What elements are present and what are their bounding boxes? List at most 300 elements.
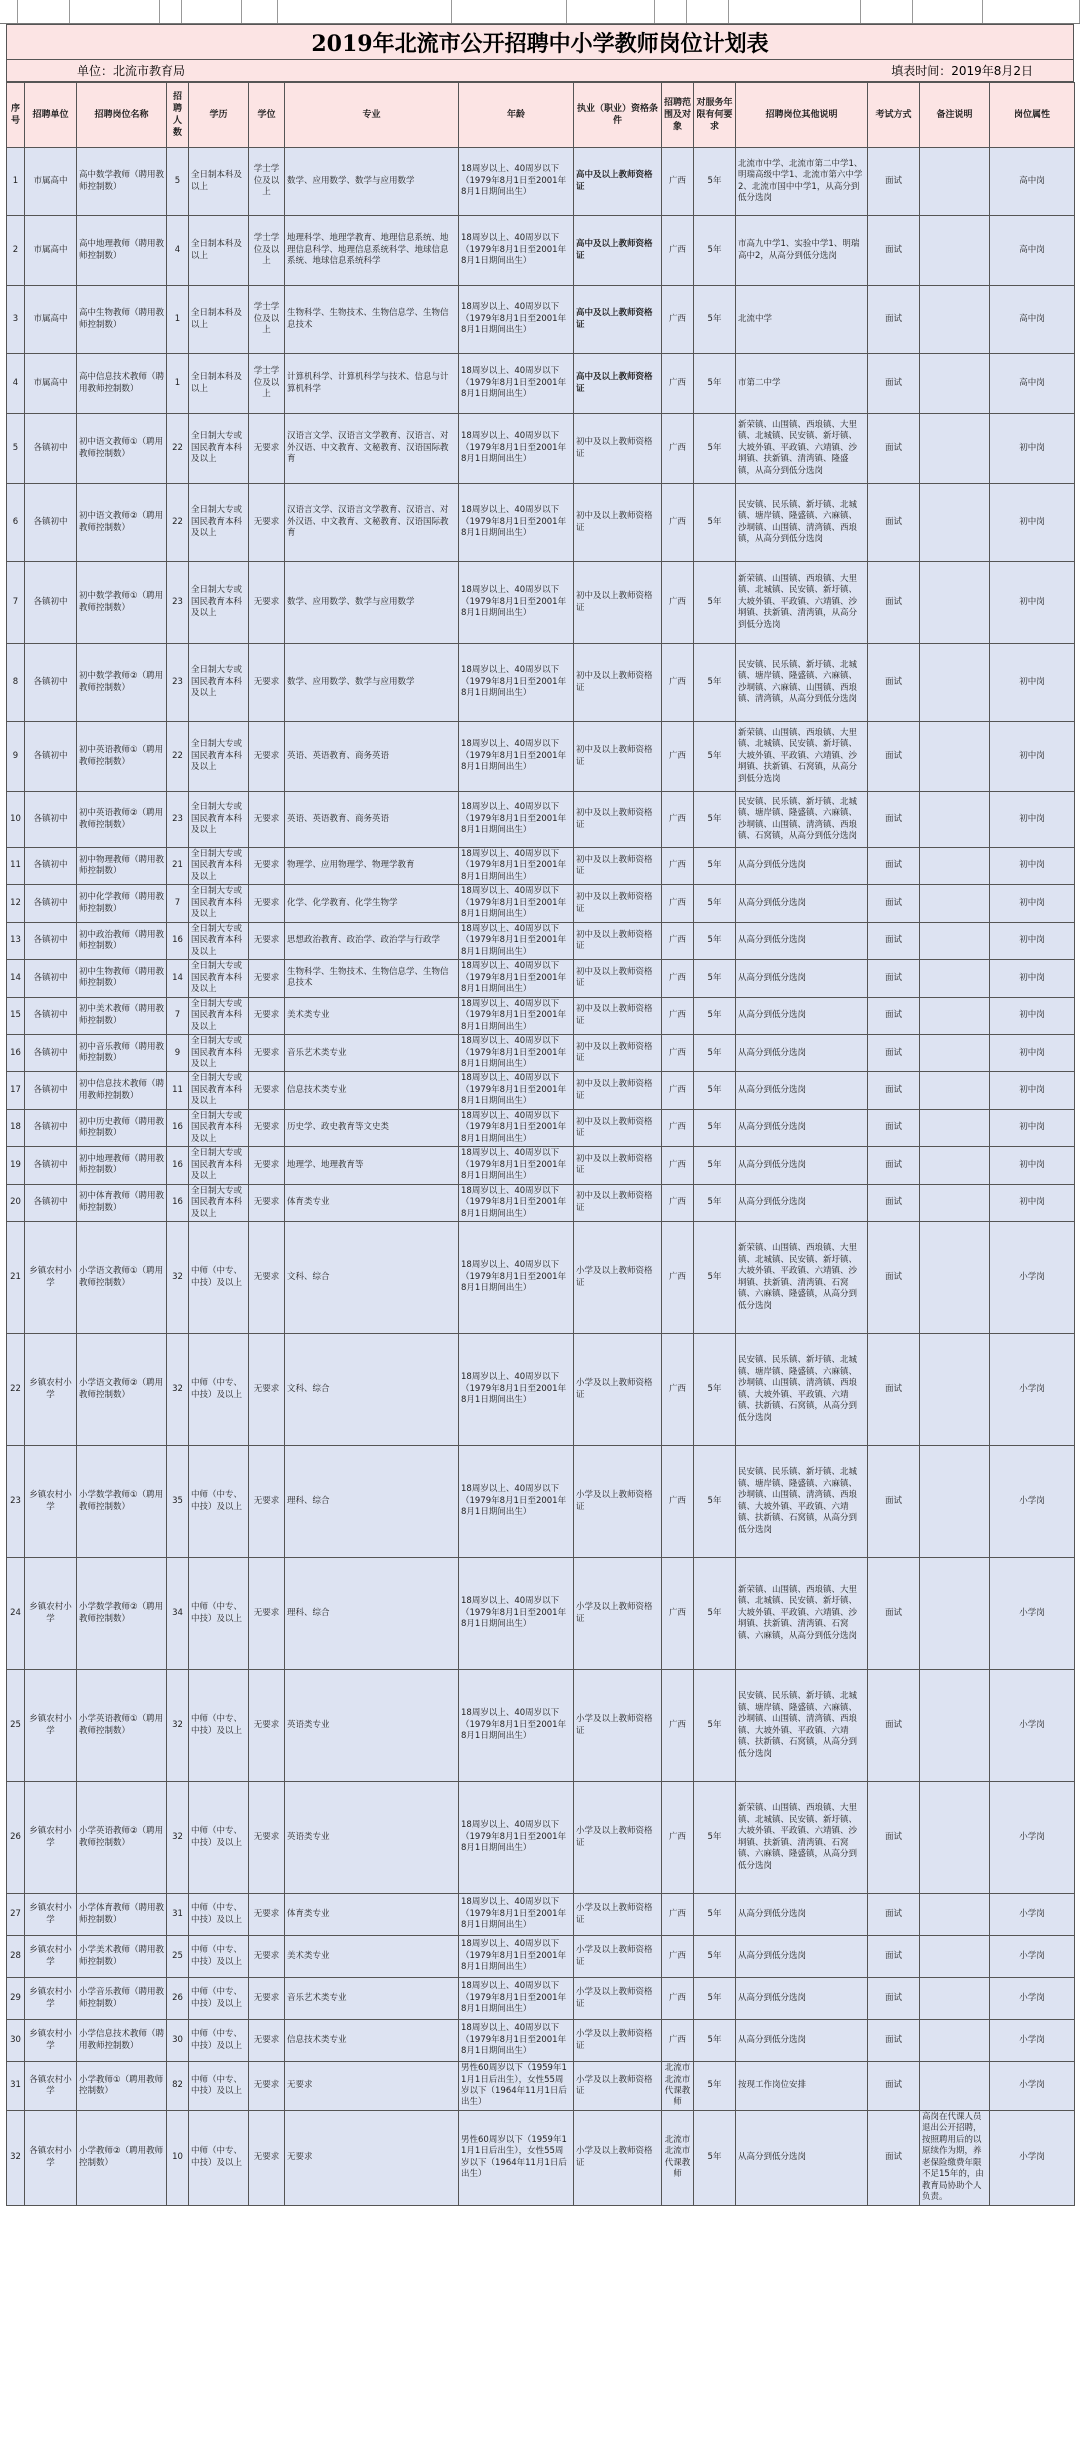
cell-age: 18周岁以上、40周岁以下（1979年8月1日至2001年8月1日期间出生）	[459, 1334, 574, 1446]
cell-edu: 中师（中专、中技）及以上	[189, 1670, 249, 1782]
cell-degree: 无要求	[249, 1334, 285, 1446]
cell-years: 5年	[694, 922, 736, 959]
cell-remark	[920, 922, 990, 959]
cell-attr: 初中岗	[990, 1147, 1075, 1184]
cell-age: 18周岁以上、40周岁以下（1979年8月1日至2001年8月1日期间出生）	[459, 997, 574, 1034]
cell-age: 18周岁以上、40周岁以下（1979年8月1日至2001年8月1日期间出生）	[459, 644, 574, 722]
cell-edu: 全日制本科及以上	[189, 286, 249, 354]
cell-exam: 面试	[868, 792, 920, 848]
cell-cert: 高中及以上教师资格证	[574, 286, 662, 354]
cell-edu: 全日制大专或国民教育本科及以上	[189, 1109, 249, 1146]
cell-years: 5年	[694, 286, 736, 354]
cell-remark	[920, 1184, 990, 1221]
cell-unit: 乡镇农村小学	[25, 1894, 77, 1936]
cell-age: 18周岁以上、40周岁以下（1979年8月1日至2001年8月1日期间出生）	[459, 484, 574, 562]
cell-cert: 初中及以上教师资格证	[574, 644, 662, 722]
cell-degree: 无要求	[249, 2062, 285, 2111]
cell-scope: 广西	[662, 885, 694, 922]
cell-post: 初中信息技术教师（聘用教师控制数）	[77, 1072, 167, 1109]
cell-unit: 各镇初中	[25, 722, 77, 792]
table-row	[7, 722, 1075, 792]
cell-major: 数学、应用数学、数学与应用数学	[285, 562, 459, 644]
unit-label: 单位：北流市教育局	[77, 64, 186, 78]
cell-note: 新荣镇、山围镇、西埌镇、大里镇、北城镇、民安镇、新圩镇、大坡外镇、平政镇、六靖镇、沙垌镇、扶新镇、清湾镇、石窝镇、六麻镇、隆盛镇，从高分到低分选岗	[736, 1782, 868, 1894]
cell-years: 5年	[694, 2020, 736, 2062]
cell-major: 英语、英语教育、商务英语	[285, 792, 459, 848]
cell-note: 民安镇、民乐镇、新圩镇、北城镇、塘岸镇、隆盛镇、六麻镇、沙垌镇、山围镇、清湾镇、西埌镇、大坡外镇、平政镇、六靖镇、扶新镇、石窝镇，从高分到低分选岗	[736, 1446, 868, 1558]
cell-years: 5年	[694, 1670, 736, 1782]
cell-major: 文科、综合	[285, 1334, 459, 1446]
cell-degree: 学士学位及以上	[249, 216, 285, 286]
cell-note: 市第二中学	[736, 354, 868, 414]
cell-attr: 初中岗	[990, 922, 1075, 959]
cell-age: 18周岁以上、40周岁以下（1979年8月1日至2001年8月1日期间出生）	[459, 1558, 574, 1670]
cell-exam: 面试	[868, 2110, 920, 2205]
cell-remark	[920, 792, 990, 848]
cell-age: 18周岁以上、40周岁以下（1979年8月1日至2001年8月1日期间出生）	[459, 562, 574, 644]
cell-post: 初中生物教师（聘用教师控制数）	[77, 960, 167, 997]
cell-cert: 小学及以上教师资格证	[574, 1222, 662, 1334]
cell-unit: 乡镇农村小学	[25, 1670, 77, 1782]
cell-exam: 面试	[868, 1936, 920, 1978]
table-row	[7, 2020, 1075, 2062]
cell-scope: 广西	[662, 1334, 694, 1446]
cell-note: 从高分到低分选岗	[736, 1936, 868, 1978]
cell-note: 北流中学	[736, 286, 868, 354]
cell-unit: 乡镇农村小学	[25, 1978, 77, 2020]
cell-age: 18周岁以上、40周岁以下（1979年8月1日至2001年8月1日期间出生）	[459, 414, 574, 484]
cell-years: 5年	[694, 960, 736, 997]
cell-exam: 面试	[868, 216, 920, 286]
cell-age: 18周岁以上、40周岁以下（1979年8月1日至2001年8月1日期间出生）	[459, 1222, 574, 1334]
cell-attr: 小学岗	[990, 1446, 1075, 1558]
cell-note: 市高九中学1、实验中学1、明瑞高中2，从高分到低分选岗	[736, 216, 868, 286]
cell-scope: 广西	[662, 922, 694, 959]
cell-exam: 面试	[868, 1184, 920, 1221]
cell-note: 从高分到低分选岗	[736, 922, 868, 959]
cell-edu: 全日制本科及以上	[189, 216, 249, 286]
cell-years: 5年	[694, 1109, 736, 1146]
cell-years: 5年	[694, 1334, 736, 1446]
cell-edu: 全日制本科及以上	[189, 354, 249, 414]
cell-edu: 全日制大专或国民教育本科及以上	[189, 960, 249, 997]
cell-major: 化学、化学教育、化学生物学	[285, 885, 459, 922]
cell-exam: 面试	[868, 148, 920, 216]
cell-remark	[920, 1446, 990, 1558]
cell-attr: 高中岗	[990, 148, 1075, 216]
cell-no: 5	[7, 414, 25, 484]
cell-remark: 高岗在代课人员退出公开招聘，按照聘用后的以原续作为期，养老保险缴费年限不足15年的，由教育局协助个人负责。	[920, 2110, 990, 2205]
cell-major: 音乐艺术类专业	[285, 1978, 459, 2020]
cell-num: 16	[167, 1109, 189, 1146]
cell-edu: 全日制大专或国民教育本科及以上	[189, 1035, 249, 1072]
cell-edu: 中师（中专、中技）及以上	[189, 2110, 249, 2205]
cell-degree: 无要求	[249, 922, 285, 959]
cell-note: 民安镇、民乐镇、新圩镇、北城镇、塘岸镇、隆盛镇、六麻镇、沙垌镇、山围镇、清湾镇、西埌镇、石窝镇，从高分到低分选岗	[736, 792, 868, 848]
cell-remark	[920, 1894, 990, 1936]
cell-major: 美术类专业	[285, 1936, 459, 1978]
cell-post: 初中音乐教师（聘用教师控制数）	[77, 1035, 167, 1072]
cell-major: 理科、综合	[285, 1446, 459, 1558]
cell-note: 新荣镇、山围镇、西埌镇、大里镇、北城镇、民安镇、新圩镇、大坡外镇、平政镇、六靖镇、沙垌镇、扶新镇、清湾镇、隆盛镇，从高分到低分选岗	[736, 414, 868, 484]
cell-cert: 小学及以上教师资格证	[574, 1936, 662, 1978]
cell-years: 5年	[694, 1894, 736, 1936]
cell-unit: 市属高中	[25, 216, 77, 286]
cell-degree: 无要求	[249, 1558, 285, 1670]
cell-unit: 各镇初中	[25, 1184, 77, 1221]
col-header: 专业	[285, 83, 459, 148]
cell-age: 18周岁以上、40周岁以下（1979年8月1日至2001年8月1日期间出生）	[459, 960, 574, 997]
cell-unit: 乡镇农村小学	[25, 1936, 77, 1978]
cell-age: 18周岁以上、40周岁以下（1979年8月1日至2001年8月1日期间出生）	[459, 792, 574, 848]
cell-no: 19	[7, 1147, 25, 1184]
cell-exam: 面试	[868, 1978, 920, 2020]
table-row	[7, 885, 1075, 922]
cell-years: 5年	[694, 414, 736, 484]
cell-note: 从高分到低分选岗	[736, 2020, 868, 2062]
cell-no: 28	[7, 1936, 25, 1978]
col-header: 备注说明	[920, 83, 990, 148]
cell-edu: 中师（中专、中技）及以上	[189, 1894, 249, 1936]
cell-scope: 广西	[662, 1109, 694, 1146]
cell-no: 21	[7, 1222, 25, 1334]
cell-num: 82	[167, 2062, 189, 2111]
cell-exam: 面试	[868, 1558, 920, 1670]
cell-scope: 广西	[662, 1035, 694, 1072]
cell-major: 信息技术类专业	[285, 1072, 459, 1109]
cell-unit: 各镇初中	[25, 1109, 77, 1146]
cell-degree: 学士学位及以上	[249, 148, 285, 216]
cell-unit: 乡镇农村小学	[25, 1782, 77, 1894]
cell-edu: 中师（中专、中技）及以上	[189, 1222, 249, 1334]
cell-note: 从高分到低分选岗	[736, 960, 868, 997]
cell-remark	[920, 1147, 990, 1184]
cell-no: 13	[7, 922, 25, 959]
cell-note: 按现工作岗位安排	[736, 2062, 868, 2111]
cell-exam: 面试	[868, 562, 920, 644]
cell-major: 数学、应用数学、数学与应用数学	[285, 148, 459, 216]
col-header: 年龄	[459, 83, 574, 148]
cell-post: 小学美术教师（聘用教师控制数）	[77, 1936, 167, 1978]
cell-post: 初中政治教师（聘用教师控制数）	[77, 922, 167, 959]
cell-major: 计算机科学、计算机科学与技术、信息与计算机科学	[285, 354, 459, 414]
cell-no: 20	[7, 1184, 25, 1221]
cell-edu: 全日制大专或国民教育本科及以上	[189, 792, 249, 848]
cell-post: 高中数学教师（聘用教师控制数）	[77, 148, 167, 216]
cell-scope: 广西	[662, 997, 694, 1034]
table-row	[7, 1035, 1075, 1072]
col-header: 学历	[189, 83, 249, 148]
cell-age: 18周岁以上、40周岁以下（1979年8月1日至2001年8月1日期间出生）	[459, 922, 574, 959]
cell-exam: 面试	[868, 644, 920, 722]
cell-major: 汉语言文学、汉语言文学教育、汉语言、对外汉语、中文教育、文秘教育、汉语国际教育	[285, 414, 459, 484]
cell-edu: 全日制大专或国民教育本科及以上	[189, 1147, 249, 1184]
cell-exam: 面试	[868, 2062, 920, 2111]
cell-cert: 小学及以上教师资格证	[574, 2110, 662, 2205]
cell-note: 从高分到低分选岗	[736, 1894, 868, 1936]
cell-exam: 面试	[868, 2020, 920, 2062]
cell-scope: 广西	[662, 960, 694, 997]
cell-cert: 高中及以上教师资格证	[574, 216, 662, 286]
cell-remark	[920, 2020, 990, 2062]
cell-post: 初中英语教师②（聘用教师控制数）	[77, 792, 167, 848]
cell-remark	[920, 1978, 990, 2020]
cell-remark	[920, 484, 990, 562]
table-row	[7, 1334, 1075, 1446]
cell-no: 6	[7, 484, 25, 562]
cell-scope: 广西	[662, 1072, 694, 1109]
cell-no: 23	[7, 1446, 25, 1558]
cell-unit: 各镇初中	[25, 484, 77, 562]
cell-no: 30	[7, 2020, 25, 2062]
cell-num: 23	[167, 792, 189, 848]
cell-major: 文科、综合	[285, 1222, 459, 1334]
cell-major: 地理学、地理教育等	[285, 1147, 459, 1184]
cell-scope: 广西	[662, 1978, 694, 2020]
cell-no: 27	[7, 1894, 25, 1936]
cell-exam: 面试	[868, 1035, 920, 1072]
cell-cert: 初中及以上教师资格证	[574, 1147, 662, 1184]
table-row	[7, 216, 1075, 286]
cell-major: 历史学、政史教育等文史类	[285, 1109, 459, 1146]
cell-attr: 初中岗	[990, 644, 1075, 722]
cell-post: 初中体育教师（聘用教师控制数）	[77, 1184, 167, 1221]
cell-edu: 中师（中专、中技）及以上	[189, 2062, 249, 2111]
cell-edu: 全日制大专或国民教育本科及以上	[189, 922, 249, 959]
cell-post: 小学语文教师②（聘用教师控制数）	[77, 1334, 167, 1446]
cell-attr: 小学岗	[990, 2062, 1075, 2111]
cell-edu: 中师（中专、中技）及以上	[189, 1936, 249, 1978]
cell-attr: 小学岗	[990, 1558, 1075, 1670]
cell-num: 16	[167, 922, 189, 959]
cell-no: 32	[7, 2110, 25, 2205]
cell-years: 5年	[694, 216, 736, 286]
cell-attr: 初中岗	[990, 792, 1075, 848]
cell-attr: 小学岗	[990, 1222, 1075, 1334]
cell-note: 新荣镇、山围镇、西埌镇、大里镇、北城镇、民安镇、新圩镇、大坡外镇、平政镇、六靖镇、沙垌镇、扶新镇、清湾镇、石窝镇、六麻镇，从高分到低分选岗	[736, 1558, 868, 1670]
cell-no: 9	[7, 722, 25, 792]
cell-remark	[920, 885, 990, 922]
cell-num: 22	[167, 414, 189, 484]
cell-num: 1	[167, 286, 189, 354]
cell-years: 5年	[694, 2110, 736, 2205]
cell-num: 4	[167, 216, 189, 286]
cell-age: 18周岁以上、40周岁以下（1979年8月1日至2001年8月1日期间出生）	[459, 722, 574, 792]
cell-post: 初中美术教师（聘用教师控制数）	[77, 997, 167, 1034]
cell-remark	[920, 1558, 990, 1670]
col-header: 招聘单位	[25, 83, 77, 148]
cell-major: 生物科学、生物技术、生物信息学、生物信息技术	[285, 960, 459, 997]
cell-years: 5年	[694, 848, 736, 885]
cell-age: 18周岁以上、40周岁以下（1979年8月1日至2001年8月1日期间出生）	[459, 1978, 574, 2020]
cell-unit: 各镇初中	[25, 1035, 77, 1072]
cell-years: 5年	[694, 354, 736, 414]
cell-exam: 面试	[868, 1147, 920, 1184]
cell-post: 初中数学教师①（聘用教师控制数）	[77, 562, 167, 644]
cell-major: 生物科学、生物技术、生物信息学、生物信息技术	[285, 286, 459, 354]
cell-num: 31	[167, 1894, 189, 1936]
cell-years: 5年	[694, 1978, 736, 2020]
cell-exam: 面试	[868, 484, 920, 562]
cell-exam: 面试	[868, 1894, 920, 1936]
cell-years: 5年	[694, 484, 736, 562]
col-header: 考试方式	[868, 83, 920, 148]
cell-age: 18周岁以上、40周岁以下（1979年8月1日至2001年8月1日期间出生）	[459, 1147, 574, 1184]
cell-no: 4	[7, 354, 25, 414]
cell-degree: 无要求	[249, 1446, 285, 1558]
cell-exam: 面试	[868, 922, 920, 959]
table-row	[7, 997, 1075, 1034]
cell-years: 5年	[694, 1147, 736, 1184]
cell-years: 5年	[694, 644, 736, 722]
cell-unit: 乡镇农村小学	[25, 1558, 77, 1670]
cell-remark	[920, 562, 990, 644]
cell-edu: 全日制本科及以上	[189, 148, 249, 216]
cell-edu: 中师（中专、中技）及以上	[189, 1558, 249, 1670]
cell-scope: 北流市北流市代课教师	[662, 2062, 694, 2111]
cell-exam: 面试	[868, 1670, 920, 1782]
cell-unit: 乡镇农村小学	[25, 1222, 77, 1334]
cell-major: 音乐艺术类专业	[285, 1035, 459, 1072]
cell-degree: 学士学位及以上	[249, 354, 285, 414]
cell-num: 23	[167, 562, 189, 644]
cell-major: 体育类专业	[285, 1894, 459, 1936]
cell-no: 22	[7, 1334, 25, 1446]
col-header: 招聘人数	[167, 83, 189, 148]
cell-attr: 小学岗	[990, 1936, 1075, 1978]
cell-attr: 初中岗	[990, 414, 1075, 484]
cell-years: 5年	[694, 997, 736, 1034]
cell-unit: 市属高中	[25, 286, 77, 354]
cell-post: 小学信息技术教师（聘用教师控制数）	[77, 2020, 167, 2062]
cell-age: 18周岁以上、40周岁以下（1979年8月1日至2001年8月1日期间出生）	[459, 354, 574, 414]
cell-degree: 无要求	[249, 792, 285, 848]
cell-note: 从高分到低分选岗	[736, 1035, 868, 1072]
cell-cert: 小学及以上教师资格证	[574, 1334, 662, 1446]
cell-note: 从高分到低分选岗	[736, 997, 868, 1034]
cell-remark	[920, 1109, 990, 1146]
cell-age: 18周岁以上、40周岁以下（1979年8月1日至2001年8月1日期间出生）	[459, 2020, 574, 2062]
cell-remark	[920, 148, 990, 216]
cell-degree: 无要求	[249, 1936, 285, 1978]
cell-age: 18周岁以上、40周岁以下（1979年8月1日至2001年8月1日期间出生）	[459, 1446, 574, 1558]
cell-years: 5年	[694, 1446, 736, 1558]
cell-cert: 初中及以上教师资格证	[574, 997, 662, 1034]
cell-age: 18周岁以上、40周岁以下（1979年8月1日至2001年8月1日期间出生）	[459, 1072, 574, 1109]
cell-major: 无要求	[285, 2110, 459, 2205]
cell-edu: 中师（中专、中技）及以上	[189, 1334, 249, 1446]
cell-note: 从高分到低分选岗	[736, 1072, 868, 1109]
cell-no: 29	[7, 1978, 25, 2020]
cell-post: 小学教师①（聘用教师控制数）	[77, 2062, 167, 2111]
cell-cert: 小学及以上教师资格证	[574, 1558, 662, 1670]
cell-post: 初中历史教师（聘用教师控制数）	[77, 1109, 167, 1146]
cell-age: 18周岁以上、40周岁以下（1979年8月1日至2001年8月1日期间出生）	[459, 286, 574, 354]
cell-degree: 无要求	[249, 414, 285, 484]
cell-exam: 面试	[868, 997, 920, 1034]
cell-years: 5年	[694, 1558, 736, 1670]
cell-major: 英语类专业	[285, 1782, 459, 1894]
cell-scope: 广西	[662, 1222, 694, 1334]
cell-post: 高中地理教师（聘用教师控制数）	[77, 216, 167, 286]
table-row	[7, 286, 1075, 354]
header-row	[7, 83, 1075, 148]
cell-age: 18周岁以上、40周岁以下（1979年8月1日至2001年8月1日期间出生）	[459, 148, 574, 216]
cell-note: 北流市中学、北流市第二中学1、明瑞高级中学1、北流市第六中学2、北流市国中中学1，从高分到低分选岗	[736, 148, 868, 216]
cell-num: 30	[167, 2020, 189, 2062]
cell-degree: 无要求	[249, 1978, 285, 2020]
cell-age: 18周岁以上、40周岁以下（1979年8月1日至2001年8月1日期间出生）	[459, 1782, 574, 1894]
cell-num: 7	[167, 885, 189, 922]
cell-unit: 各镇农村小学	[25, 2110, 77, 2205]
cell-attr: 小学岗	[990, 2020, 1075, 2062]
table-row	[7, 1072, 1075, 1109]
cell-post: 小学英语教师②（聘用教师控制数）	[77, 1782, 167, 1894]
cell-unit: 各镇初中	[25, 1072, 77, 1109]
cell-remark	[920, 960, 990, 997]
cell-cert: 高中及以上教师资格证	[574, 148, 662, 216]
cell-exam: 面试	[868, 1782, 920, 1894]
cell-edu: 全日制大专或国民教育本科及以上	[189, 997, 249, 1034]
cell-remark	[920, 286, 990, 354]
col-header: 招聘范围及对象	[662, 83, 694, 148]
cell-remark	[920, 354, 990, 414]
cell-degree: 无要求	[249, 1222, 285, 1334]
cell-scope: 广西	[662, 1147, 694, 1184]
cell-scope: 广西	[662, 562, 694, 644]
cell-num: 22	[167, 722, 189, 792]
table-row	[7, 354, 1075, 414]
table-row	[7, 1894, 1075, 1936]
cell-num: 9	[167, 1035, 189, 1072]
cell-degree: 无要求	[249, 722, 285, 792]
table-row	[7, 484, 1075, 562]
cell-unit: 各镇农村小学	[25, 2062, 77, 2111]
cell-exam: 面试	[868, 414, 920, 484]
cell-unit: 各镇初中	[25, 1147, 77, 1184]
cell-note: 从高分到低分选岗	[736, 1109, 868, 1146]
cell-unit: 各镇初中	[25, 644, 77, 722]
cell-num: 26	[167, 1978, 189, 2020]
cell-no: 2	[7, 216, 25, 286]
cell-unit: 乡镇农村小学	[25, 2020, 77, 2062]
cell-no: 7	[7, 562, 25, 644]
cell-major: 汉语言文学、汉语言文学教育、汉语言、对外汉语、中文教育、文秘教育、汉语国际教育	[285, 484, 459, 562]
cell-major: 数学、应用数学、数学与应用数学	[285, 644, 459, 722]
cell-years: 5年	[694, 148, 736, 216]
cell-attr: 初中岗	[990, 1109, 1075, 1146]
cell-degree: 无要求	[249, 1782, 285, 1894]
cell-post: 小学英语教师①（聘用教师控制数）	[77, 1670, 167, 1782]
cell-num: 25	[167, 1936, 189, 1978]
cell-num: 21	[167, 848, 189, 885]
cell-remark	[920, 2062, 990, 2111]
cell-post: 初中英语教师①（聘用教师控制数）	[77, 722, 167, 792]
cell-num: 35	[167, 1446, 189, 1558]
cell-post: 初中地理教师（聘用教师控制数）	[77, 1147, 167, 1184]
cell-years: 5年	[694, 2062, 736, 2111]
cell-cert: 初中及以上教师资格证	[574, 414, 662, 484]
cell-scope: 广西	[662, 644, 694, 722]
cell-scope: 广西	[662, 286, 694, 354]
table-row	[7, 1446, 1075, 1558]
table-row	[7, 1109, 1075, 1146]
cell-scope: 广西	[662, 414, 694, 484]
cell-scope: 广西	[662, 1446, 694, 1558]
cell-years: 5年	[694, 1072, 736, 1109]
cell-years: 5年	[694, 885, 736, 922]
cell-edu: 全日制大专或国民教育本科及以上	[189, 1184, 249, 1221]
